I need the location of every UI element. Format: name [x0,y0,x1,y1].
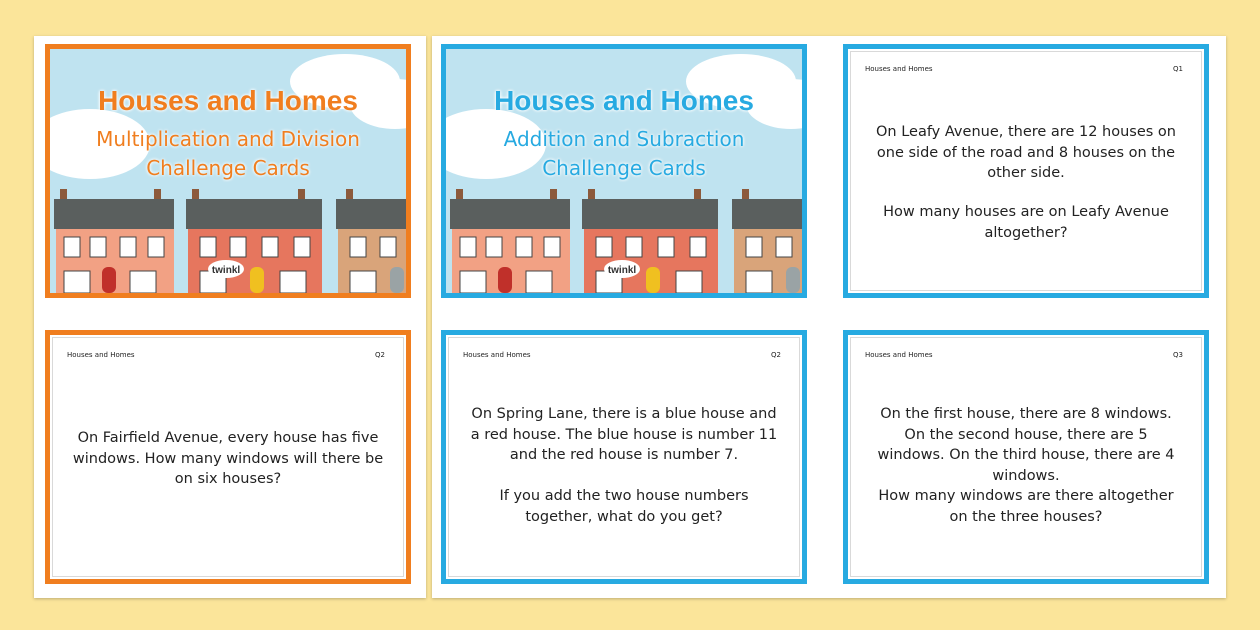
twinkl-logo: twinkl [607,265,637,276]
card-topic: Houses and Homes [865,65,933,73]
house-3 [732,189,802,293]
terraced-houses-illustration [50,175,406,293]
card-header [865,351,1183,359]
question-prompt: How many windows are there altogether on the three houses? [878,488,1174,525]
challenge-card-q1 [843,44,1209,298]
question-text: On the first house, there are 8 windows. On the second house, there are 5 windows. On the third house, there are 4 windows. [877,406,1175,484]
challenge-card-q2-multiplication [45,330,411,584]
house-1 [54,189,174,293]
challenge-card-q2-addition [441,330,807,584]
card-topic: Houses and Homes [67,351,135,359]
card-inner [52,337,404,577]
card-header [865,65,1183,73]
twinkl-logo: twinkl [211,265,241,276]
card-inner [448,337,800,577]
card-number: Q2 [375,351,385,359]
subtitle-line-2: Challenge Cards [542,156,706,180]
house-2 [186,189,322,293]
card-number: Q3 [1173,351,1183,359]
question-text: On Spring Lane, there is a blue house and a red house. The blue house is number 11 and the red house is number 7. [470,406,778,463]
terraced-houses-illustration [446,175,802,293]
question-prompt: If you add the two house numbers together, what do you get? [499,488,749,525]
card-topic: Houses and Homes [865,351,933,359]
card-header [463,351,781,359]
challenge-card-q3 [843,330,1209,584]
card-number: Q1 [1173,65,1183,73]
question-prompt: How many houses are on Leafy Avenue altogether? [883,204,1169,241]
card-inner [850,51,1202,291]
subtitle-line-2: Challenge Cards [146,156,310,180]
cover-title: Houses and Homes [494,85,754,116]
cover-card-multiplication [45,44,411,298]
house-3 [336,189,406,293]
cover-card-addition [441,44,807,298]
house-1 [450,189,570,293]
card-header [67,351,385,359]
subtitle-line-1: Multiplication and Division [96,127,360,151]
card-number: Q2 [771,351,781,359]
card-inner [850,337,1202,577]
house-2 [582,189,718,293]
subtitle-line-1: Addition and Subraction [503,127,745,151]
question-text: On Leafy Avenue, there are 12 houses on one side of the road and 8 houses on the other side. [875,124,1176,181]
card-topic: Houses and Homes [463,351,531,359]
question-text: On Fairfield Avenue, every house has five windows. How many windows will there be on six houses? [72,430,384,487]
cover-title: Houses and Homes [98,85,358,116]
